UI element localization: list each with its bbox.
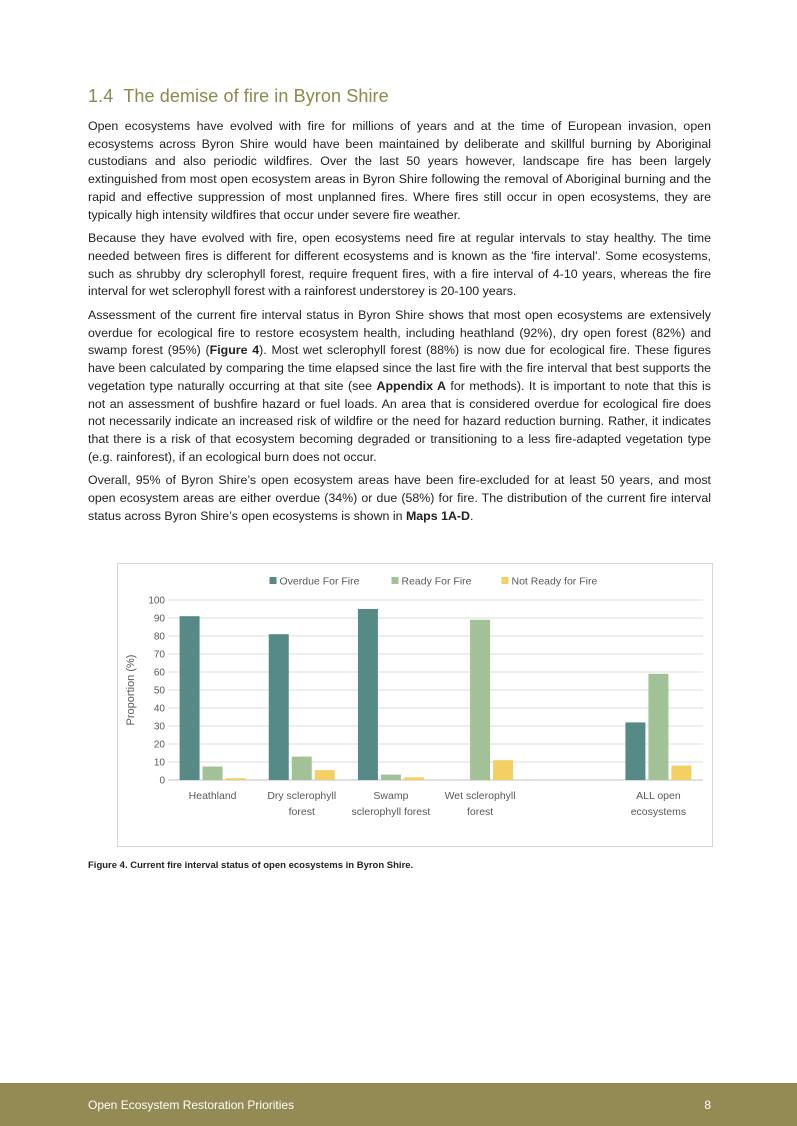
x-category-label: Dry sclerophyll [267, 790, 337, 802]
text-run: Overall, 95% of Byron Shire’s open ecosystem areas have been fire-excluded for at least 50 years, and most open ecosystem areas are either overdue (34%) or due (58%) for fire. The distribution of the current fire interval status across Byron Shire’s open ecosystems is shown in [88, 473, 711, 523]
text-run: ). Most wet sclerophyll forest (88%) is now due for ecological fire. These figures have been calculated by comparing the time elapsed since the last fire with the fire interval that best supports the vegetation type naturally occurring at that site (see [88, 343, 711, 393]
text-run: . [469, 508, 474, 523]
legend-swatch [392, 577, 399, 584]
x-category-label: forest [466, 806, 494, 818]
legend-swatch [270, 577, 277, 584]
bar-overdue-for-fire [358, 609, 378, 780]
bold-reference: Maps 1A-D [405, 508, 470, 523]
paragraph [88, 307, 711, 466]
y-tick-label: 80 [153, 631, 165, 643]
text-run: Open ecosystems have evolved with fire for millions of years and at the time of European invasion, open ecosystems across Byron Shire would have been maintained by deliberate and skillful burning by Aboriginal custodians and also periodic wildfires. Over the last 50 years however, landscape fire has been largely extinguished from most open ecosystem areas in Byron Shire following the removal of Aboriginal burning and the rapid and effective suppression of most unplanned fires. Where fires still occur in open ecosystems, they are typically high intensity wildfires that occur under severe fire weather. [88, 119, 711, 222]
paragraph [88, 118, 711, 224]
y-tick-label: 90 [153, 613, 165, 625]
bar-overdue-for-fire [625, 722, 645, 780]
x-category-label: forest [288, 806, 315, 818]
bar-ready-for-fire [648, 674, 668, 780]
figure-caption: Figure 4. Current fire interval status of open ecosystems in Byron Shire. [88, 860, 414, 871]
bar-overdue-for-fire [269, 634, 289, 780]
y-tick-label: 20 [153, 739, 165, 751]
bar-ready-for-fire [381, 775, 401, 780]
bar-ready-for-fire [203, 767, 223, 781]
legend-label: Ready For Fire [401, 575, 472, 588]
text-run: Assessment of the current fire interval status in Byron Shire shows that most open ecosystems are extensively overdue for ecological fire to restore ecosystem health, including heathland (92%), dry open forest (82%) and swamp forest (95%) ( [88, 308, 711, 358]
bar-chart [118, 564, 712, 846]
section-heading [88, 86, 389, 107]
x-category-label: ecosystems [630, 806, 687, 818]
paragraph [88, 472, 711, 525]
legend-label: Not Ready for Fire [511, 575, 598, 588]
y-tick-label: 70 [153, 649, 165, 661]
y-tick-label: 30 [153, 721, 165, 733]
text-run: Because they have evolved with fire, open ecosystems need fire at regular intervals to stay healthy. The time needed between fires is different for different ecosystems and is known as the 'fire interval'. Some ecosystems, such as shrubby dry sclerophyll forest, require frequent fires, with a fire interval of 4-10 years, whereas the fire interval for wet sclerophyll forest with a rainforest understorey is 20-100 years. [88, 231, 711, 299]
footer-title: Open Ecosystem Restoration Priorities [88, 1098, 295, 1112]
bar-not-ready-for-fire [226, 778, 246, 780]
page-number: 8 [704, 1098, 711, 1112]
bar-ready-for-fire [292, 757, 312, 780]
y-tick-label: 40 [153, 703, 165, 715]
figure-4-chart [117, 563, 713, 847]
page-footer [0, 1083, 797, 1126]
y-tick-label: 10 [153, 757, 165, 769]
x-category-label: Wet sclerophyll [444, 790, 516, 802]
text-run: for methods). It is important to note that this is not an assessment of bushfire hazard or fuel loads. An area that is considered overdue for ecological fire does not necessarily indicate an increased risk of wildfire or the need for hazard reduction burning. Rather, it indicates that there is a risk of that ecosystem becoming degraded or transitioning to a less fire-adapted vegetation type (e.g. rainforest), if an ecological burn does not occur. [88, 378, 711, 464]
x-category-label: Heathland [188, 790, 237, 802]
section-number: 1.4 [88, 86, 114, 106]
bar-overdue-for-fire [180, 616, 200, 780]
legend-swatch [502, 577, 509, 584]
bar-not-ready-for-fire [671, 766, 691, 780]
bar-not-ready-for-fire [404, 777, 424, 780]
y-tick-label: 0 [159, 775, 165, 787]
x-category-label: Swamp [373, 790, 409, 802]
body-text [88, 118, 711, 531]
bold-reference: Figure 4 [209, 343, 260, 358]
y-axis-label: Proportion (%) [125, 654, 137, 726]
bar-not-ready-for-fire [315, 770, 335, 780]
x-category-label: sclerophyll forest [351, 806, 431, 818]
y-tick-label: 60 [153, 667, 165, 679]
bar-not-ready-for-fire [493, 760, 513, 780]
bar-ready-for-fire [470, 620, 490, 780]
paragraph [88, 230, 711, 301]
section-title: The demise of fire in Byron Shire [123, 86, 389, 106]
y-tick-label: 50 [153, 685, 165, 697]
bold-reference: Appendix A [376, 378, 446, 393]
y-tick-label: 100 [148, 595, 165, 607]
x-category-label: ALL open [636, 790, 681, 802]
legend-label: Overdue For Fire [279, 575, 360, 588]
